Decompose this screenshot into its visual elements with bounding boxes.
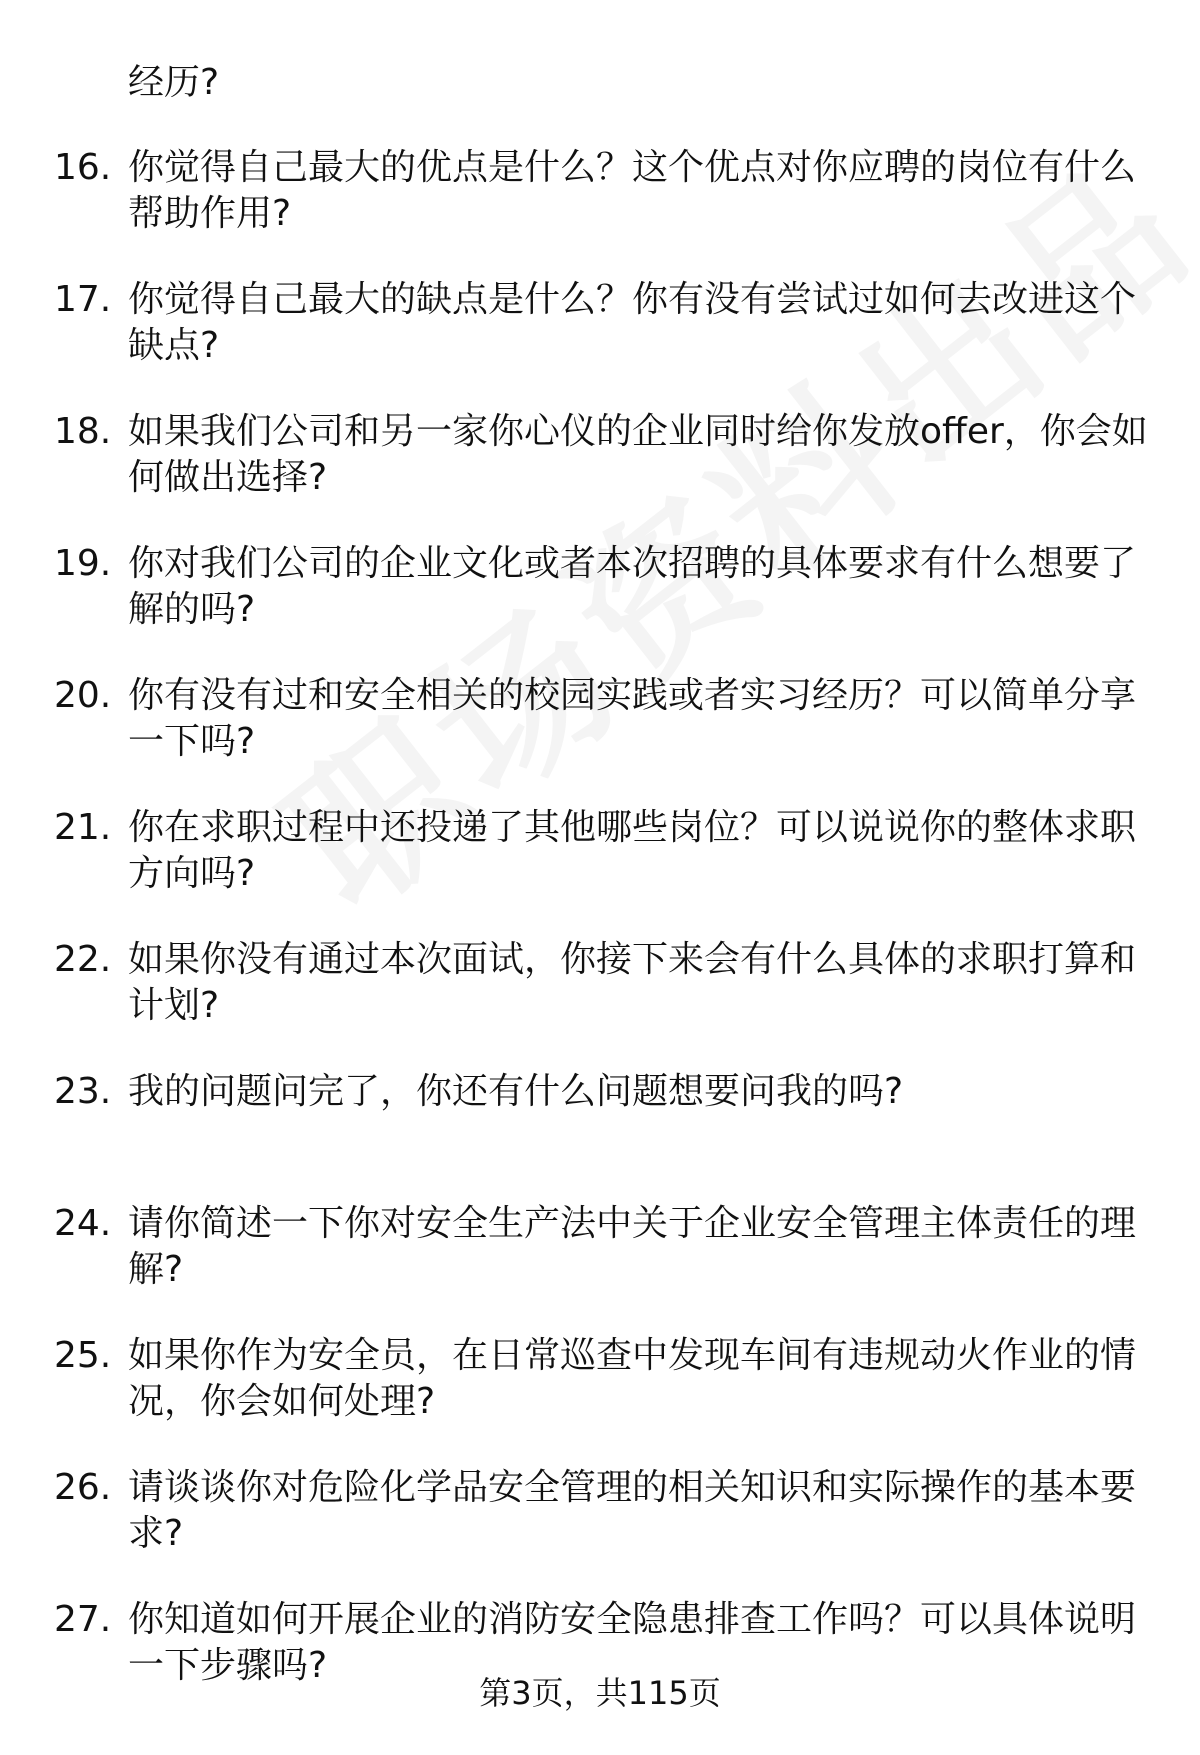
question-list — [0, 145, 1200, 1729]
question-item — [0, 1465, 1200, 1597]
question-text: 你觉得自己最大的优点是什么？这个优点对你应聘的岗位有什么帮助作用? — [128, 147, 1137, 234]
question-item — [0, 805, 1200, 937]
question-number: 26. — [54, 1467, 112, 1508]
question-number: 27. — [54, 1599, 112, 1640]
question-text: 我的问题问完了，你还有什么问题想要问我的吗? — [128, 1071, 904, 1112]
question-text: 你觉得自己最大的缺点是什么？你有没有尝试过如何去改进这个缺点? — [128, 279, 1137, 366]
question-item — [0, 541, 1200, 673]
question-text: 你在求职过程中还投递了其他哪些岗位？可以说说你的整体求职方向吗? — [128, 807, 1137, 894]
question-number: 19. — [54, 543, 112, 584]
question-number: 25. — [54, 1335, 112, 1376]
question-text: 如果你作为安全员，在日常巡查中发现车间有违规动火作业的情况，你会如何处理? — [128, 1335, 1137, 1422]
question-number: 21. — [54, 807, 112, 848]
question-item — [0, 1201, 1200, 1333]
question-number: 16. — [54, 147, 112, 188]
question-item — [0, 409, 1200, 541]
question-item — [0, 277, 1200, 409]
question-text: 你知道如何开展企业的消防安全隐患排查工作吗？可以具体说明一下步骤吗? — [128, 1599, 1137, 1686]
question-item — [0, 1333, 1200, 1465]
question-text: 你对我们公司的企业文化或者本次招聘的具体要求有什么想要了解的吗? — [128, 543, 1137, 630]
question-text: 如果我们公司和另一家你心仪的企业同时给你发放offer，你会如何做出选择? — [128, 411, 1148, 498]
question-item — [0, 1069, 1200, 1201]
page-footer: 第3页，共115页 — [479, 1674, 721, 1712]
question-number: 17. — [54, 279, 112, 320]
question-text: 如果你没有通过本次面试，你接下来会有什么具体的求职打算和计划? — [128, 939, 1137, 1026]
continued-text: 经历? — [128, 62, 220, 103]
question-text: 你有没有过和安全相关的校园实践或者实习经历？可以简单分享一下吗? — [128, 675, 1137, 762]
question-text: 请你简述一下你对安全生产法中关于企业安全管理主体责任的理解? — [128, 1203, 1137, 1290]
question-number: 24. — [54, 1203, 112, 1244]
question-number: 18. — [54, 411, 112, 452]
question-item — [0, 673, 1200, 805]
question-number: 20. — [54, 675, 112, 716]
question-item — [0, 145, 1200, 277]
question-text: 请谈谈你对危险化学品安全管理的相关知识和实际操作的基本要求? — [128, 1467, 1137, 1554]
question-item — [0, 937, 1200, 1069]
question-number: 22. — [54, 939, 112, 980]
question-number: 23. — [54, 1071, 112, 1112]
